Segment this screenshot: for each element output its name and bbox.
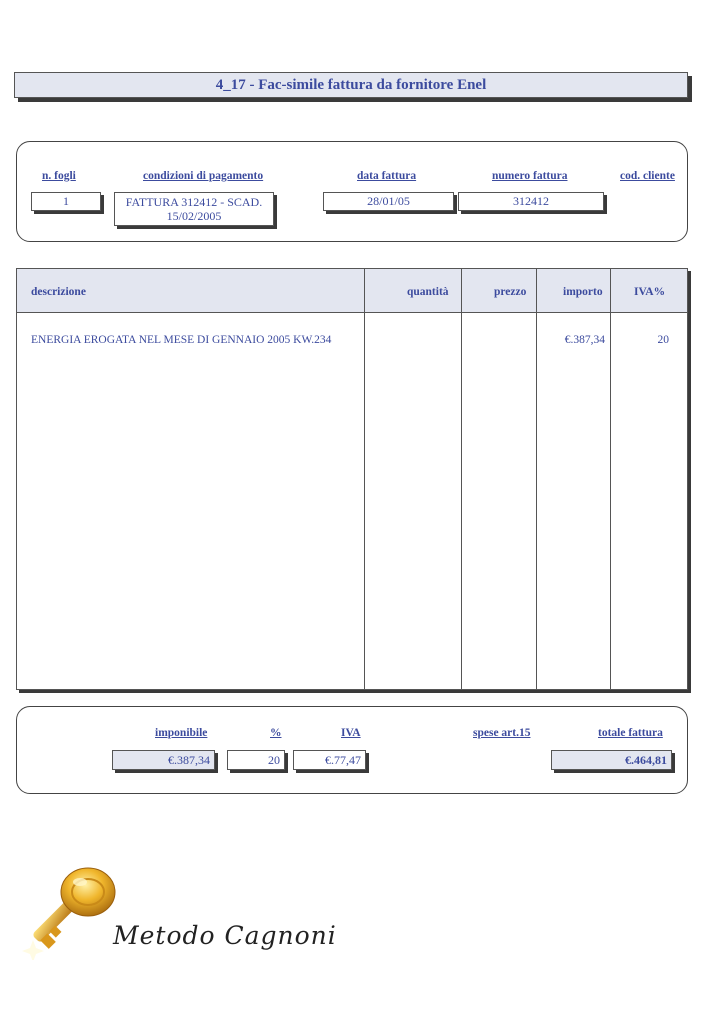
golden-key-icon — [10, 860, 120, 960]
label-imponibile: imponibile — [155, 727, 208, 739]
column-divider — [461, 269, 462, 689]
brand-name: Metodo Cagnoni — [113, 921, 337, 950]
field-percent: 20 — [227, 750, 285, 770]
column-divider — [364, 269, 365, 689]
field-iva: €.77,47 — [293, 750, 366, 770]
field-imponibile: €.387,34 — [112, 750, 215, 770]
column-divider — [610, 269, 611, 689]
field-numero-fattura: 312412 — [458, 192, 604, 211]
column-divider — [536, 269, 537, 689]
label-cod-cliente: cod. cliente — [620, 170, 675, 182]
field-data-fattura: 28/01/05 — [323, 192, 454, 211]
column-header-iva: IVA% — [634, 286, 666, 298]
items-table — [16, 268, 688, 690]
row-1-iva: 20 — [657, 334, 669, 346]
label-totale-fattura: totale fattura — [598, 727, 663, 739]
label-condizioni-pagamento: condizioni di pagamento — [143, 170, 264, 182]
condizioni-line-1: FATTURA 312412 - SCAD. — [125, 195, 263, 209]
column-header-prezzo: prezzo — [494, 286, 527, 298]
label-numero-fattura: numero fattura — [492, 170, 568, 182]
row-1-importo: €.387,34 — [564, 334, 605, 346]
field-condizioni-pagamento — [114, 192, 274, 226]
column-header-descrizione: descrizione — [31, 286, 86, 298]
column-header-importo: importo — [563, 286, 603, 298]
row-1-descrizione: ENERGIA EROGATA NEL MESE DI GENNAIO 2005 KW.234 — [31, 334, 332, 346]
label-percent: % — [270, 727, 282, 739]
condizioni-line-2: 15/02/2005 — [166, 209, 222, 223]
document-title: 4_17 - Fac-simile fattura da fornitore Enel — [215, 76, 487, 93]
label-data-fattura: data fattura — [357, 170, 417, 182]
field-totale-fattura: €.464,81 — [551, 750, 672, 770]
title-bar — [14, 72, 688, 98]
label-iva: IVA — [341, 727, 361, 739]
column-header-quantita: quantità — [407, 286, 449, 298]
field-n-fogli: 1 — [31, 192, 101, 211]
label-spese-art15: spese art.15 — [473, 727, 531, 739]
label-n-fogli: n. fogli — [42, 170, 76, 182]
